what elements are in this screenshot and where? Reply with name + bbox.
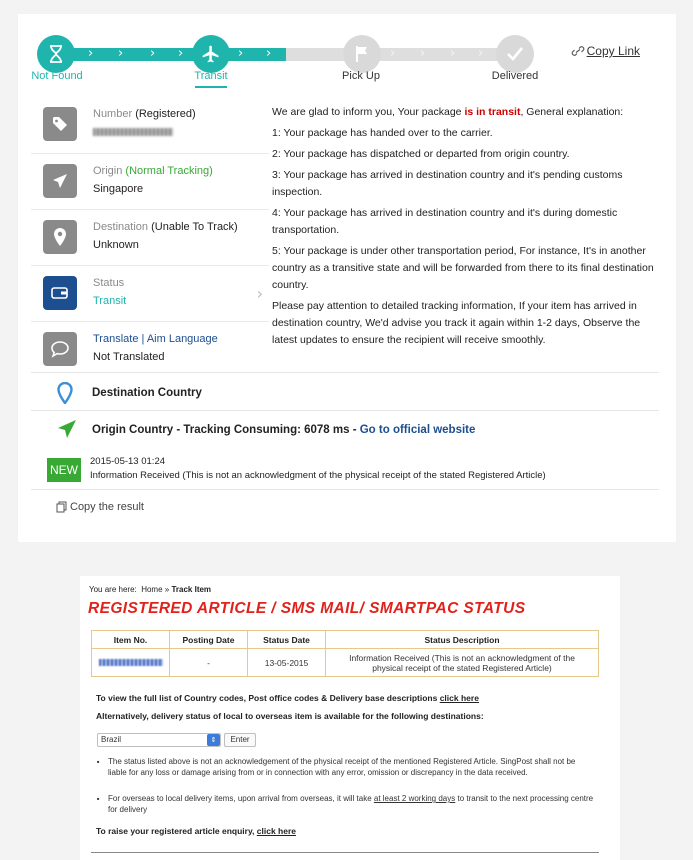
- transit-explanation: [272, 104, 667, 353]
- breadcrumb-prefix: You are here:: [89, 585, 137, 594]
- link-icon: [571, 45, 585, 57]
- enquiry-line: [96, 826, 296, 836]
- origin-value: Singapore: [93, 183, 144, 195]
- breadcrumb-home[interactable]: Home: [141, 585, 163, 594]
- translate-value: Not Translated: [93, 351, 165, 363]
- copy-link-button[interactable]: [571, 44, 640, 58]
- tracking-panel: [18, 14, 676, 542]
- chevron-right-icon: ›: [88, 46, 94, 61]
- page-title: REGISTERED ARTICLE / SMS MAIL/ SMARTPAC STATUS: [88, 600, 526, 617]
- singpost-status-page: [80, 576, 620, 860]
- transit-time-text: For overseas to local delivery items, upon arrival from overseas, it will take: [108, 794, 374, 803]
- chevron-right-icon: ›: [238, 46, 244, 61]
- map-pin-icon: [43, 220, 77, 254]
- step-pick-up[interactable]: [343, 35, 381, 73]
- col-header-item-no: Item No.: [92, 631, 170, 649]
- step-label-transit: Transit: [194, 70, 228, 82]
- info-row-destination: [31, 209, 269, 265]
- chevron-right-icon: ›: [256, 284, 263, 303]
- step-label-not-found: Not Found: [31, 70, 83, 82]
- destination-select-value: Brazil: [101, 735, 122, 744]
- event-description: Information Received (This is not an acknowledgment of the physical receipt of the stated Registered Article): [90, 470, 546, 481]
- flag-icon: [354, 45, 370, 63]
- item-number-redacted[interactable]: [99, 659, 163, 666]
- progress-tracker: [18, 14, 676, 104]
- destination-country-title: Destination Country: [92, 387, 202, 399]
- number-type: (Registered): [135, 108, 196, 120]
- step-label-pick-up: Pick Up: [342, 70, 380, 82]
- speech-bubble-icon: [43, 332, 77, 366]
- origin-country-row: [31, 416, 659, 448]
- status-table: [91, 630, 599, 677]
- tracking-number-redacted: [93, 128, 173, 136]
- info-row-translate: Translate | Aim Language Not Translated: [31, 321, 269, 377]
- divider: [31, 372, 659, 373]
- step-delivered[interactable]: [496, 35, 534, 73]
- destination-country-row: [31, 379, 659, 411]
- status-description-cell: [326, 649, 599, 677]
- info-row-number: [31, 97, 269, 153]
- col-header-status-description: Status Description: [326, 631, 599, 649]
- explanation-item: 3: Your package has arrived in destination country and it's pending customs inspection.: [272, 169, 623, 198]
- transit-time-text-end: to transit to the next processing centre for delivery: [108, 794, 594, 814]
- aim-language-link[interactable]: Aim Language: [146, 333, 218, 345]
- chevron-right-icon: ›: [118, 46, 124, 61]
- enter-button[interactable]: Enter: [224, 733, 256, 747]
- checkmark-icon: [506, 46, 524, 62]
- status-date-cell: 13-05-2015: [248, 649, 326, 677]
- status-description-line: Information Received (This is not an acknowledgment of the: [349, 652, 575, 663]
- hourglass-icon: [48, 45, 64, 63]
- active-step-underline: [195, 86, 227, 88]
- explanation-item: 1: Your package has handed over to the carrier.: [272, 127, 493, 139]
- col-header-posting-date: Posting Date: [170, 631, 248, 649]
- destination-tracking-type: (Unable To Track): [151, 221, 238, 233]
- tracking-event: [31, 454, 659, 490]
- translate-link[interactable]: Translate: [93, 333, 139, 345]
- divider: [91, 852, 599, 853]
- paper-plane-icon: [43, 164, 77, 198]
- copy-icon: [56, 501, 67, 513]
- chevron-right-icon: ›: [390, 46, 396, 61]
- transit-time-bullet: [96, 793, 596, 815]
- enquiry-link[interactable]: click here: [256, 826, 297, 836]
- status-description-line: physical receipt of the stated Registered Article): [372, 662, 552, 673]
- transit-time-underlined: at least 2 working days: [373, 794, 456, 803]
- explanation-intro-a: We are glad to inform you, Your package: [272, 106, 465, 118]
- posting-date-cell: -: [170, 649, 248, 677]
- number-label: Number: [93, 108, 133, 120]
- progress-track-pending: [286, 48, 526, 61]
- origin-tracking-type: (Normal Tracking): [125, 165, 213, 177]
- item-no-cell[interactable]: [92, 649, 170, 677]
- explanation-item: 4: Your package has arrived in destination country and it's during domestic transportation.: [272, 207, 618, 236]
- explanation-intro-c: , General explanation:: [520, 106, 624, 118]
- new-badge: NEW: [47, 458, 81, 482]
- status-value: Transit: [93, 295, 127, 307]
- info-row-origin: [31, 153, 269, 209]
- step-label-delivered: Delivered: [491, 70, 539, 82]
- select-arrows-icon: ⇕: [207, 734, 220, 746]
- destination-select[interactable]: [97, 733, 221, 747]
- chevron-right-icon: ›: [266, 46, 272, 61]
- airplane-icon: [201, 44, 221, 64]
- chevron-right-icon: ›: [150, 46, 156, 61]
- chevron-right-icon: ›: [478, 46, 484, 61]
- breadcrumb-current: Track Item: [171, 585, 212, 594]
- paper-plane-icon: [57, 419, 77, 439]
- enquiry-text: To raise your registered article enquiry,: [96, 826, 257, 836]
- explanation-intro-status: is in transit: [464, 106, 521, 118]
- breadcrumb-separator: »: [164, 585, 170, 594]
- destination-value: Unknown: [93, 239, 139, 251]
- country-codes-text: To view the full list of Country codes, Post office codes & Delivery base descriptions: [96, 693, 440, 703]
- origin-label: Origin: [93, 165, 123, 177]
- step-transit[interactable]: [192, 35, 230, 73]
- copy-link-label: Copy Link: [586, 44, 640, 58]
- chevron-right-icon: ›: [420, 46, 426, 61]
- step-not-found[interactable]: [37, 35, 75, 73]
- country-codes-link[interactable]: click here: [439, 693, 479, 703]
- status-label: Status: [93, 277, 125, 289]
- event-time: 2015-05-13 01:24: [90, 456, 166, 467]
- official-website-link[interactable]: Go to official website: [359, 424, 476, 436]
- copy-result-button[interactable]: [56, 501, 144, 513]
- overseas-destinations-line: Alternatively, delivery status of local to overseas item is available for the following destinations:: [96, 711, 484, 721]
- breadcrumb: [89, 585, 211, 594]
- chevron-right-icon: ›: [178, 46, 184, 61]
- info-column: [31, 97, 269, 377]
- destination-label: Destination: [93, 221, 149, 233]
- explanation-item: 2: Your package has dispatched or departed from origin country.: [272, 148, 570, 160]
- tag-icon: [43, 107, 77, 141]
- country-codes-line: [96, 693, 479, 703]
- wallet-icon: [43, 276, 77, 310]
- info-row-status[interactable]: [31, 265, 269, 321]
- explanation-item: 5: Your package is under other transportation period, For instance, It's in another country as a transitive state and will be forwarded from there to its final destination country.: [272, 245, 654, 291]
- table-row: [92, 649, 599, 677]
- copy-result-label: Copy the result: [70, 501, 144, 513]
- map-pin-icon: [57, 382, 73, 404]
- chevron-right-icon: ›: [450, 46, 456, 61]
- disclaimer-bullet: ■ The status listed above is not an acknowledgement of the physical receipt of the mentioned Registered Article. SingPost shall not be liable for any loss or damage arising from or in connection with any error, omission or discrepancy in the data received.: [96, 756, 596, 778]
- explanation-advice: Please pay attention to detailed tracking information, If your item has arrived in destination country, We'd advise you track it again within 1-2 days, Observe the latest updates to ensure the recipient will receive smoothly.: [272, 300, 641, 346]
- col-header-status-date: Status Date: [248, 631, 326, 649]
- origin-country-title: Origin Country - Tracking Consuming: 6078 ms -: [92, 424, 360, 436]
